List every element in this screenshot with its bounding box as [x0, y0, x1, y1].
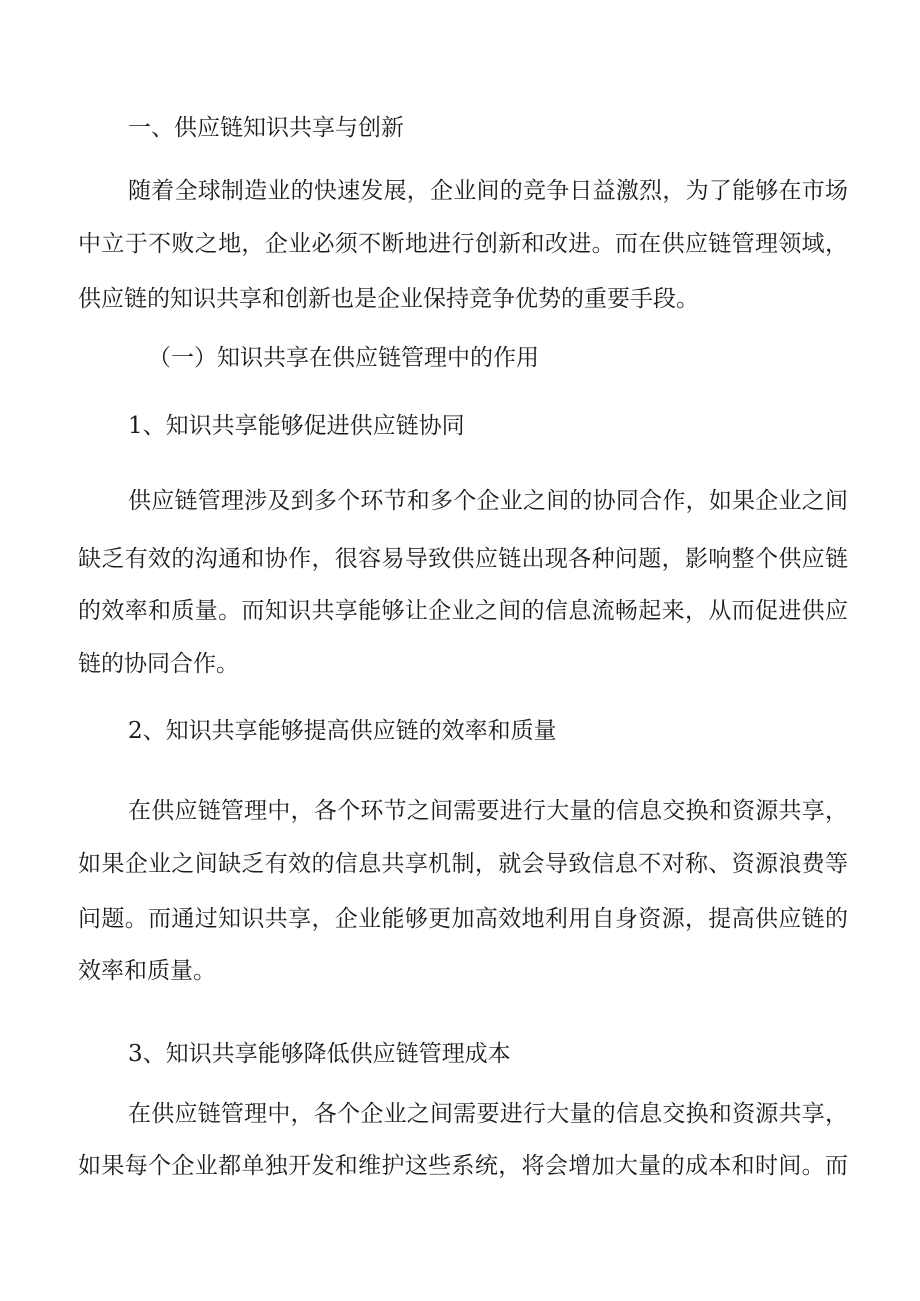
- paragraph-line: 问题。而通过知识共享，企业能够更加高效地利用自身资源，提高供应链的: [78, 906, 848, 932]
- paragraph-line: 如果每个企业都单独开发和维护这些系统，将会增加大量的成本和时间。而: [78, 1153, 848, 1179]
- paragraph-line: 随着全球制造业的快速发展，企业间的竞争日益激烈，为了能够在市场: [128, 178, 848, 204]
- paragraph-line: 链的协同合作。: [78, 651, 239, 677]
- paragraph-line: 供应链的知识共享和创新也是企业保持竞争优势的重要手段。: [78, 286, 699, 312]
- paragraph-line: 效率和质量。: [78, 958, 216, 984]
- item-heading: 2、知识共享能够提高供应链的效率和质量: [128, 718, 557, 744]
- paragraph-line: 在供应链管理中，各个环节之间需要进行大量的信息交换和资源共享，: [128, 798, 848, 824]
- paragraph-line: 的效率和质量。而知识共享能够让企业之间的信息流畅起来，从而促进供应: [78, 598, 848, 624]
- item-heading: 1、知识共享能够促进供应链协同: [128, 413, 465, 439]
- section-heading: 一、供应链知识共享与创新: [128, 115, 404, 141]
- paragraph-line: 如果企业之间缺乏有效的信息共享机制，就会导致信息不对称、资源浪费等: [78, 851, 848, 877]
- item-heading: 3、知识共享能够降低供应链管理成本: [128, 1041, 511, 1067]
- subsection-heading: （一）知识共享在供应链管理中的作用: [148, 345, 539, 371]
- paragraph-line: 中立于不败之地，企业必须不断地进行创新和改进。而在供应链管理领域，: [78, 231, 848, 257]
- paragraph-line: 缺乏有效的沟通和协作，很容易导致供应链出现各种问题，影响整个供应链: [78, 546, 848, 572]
- paragraph-line: 供应链管理涉及到多个环节和多个企业之间的协同合作，如果企业之间: [128, 488, 848, 514]
- paragraph-line: 在供应链管理中，各个企业之间需要进行大量的信息交换和资源共享，: [128, 1101, 848, 1127]
